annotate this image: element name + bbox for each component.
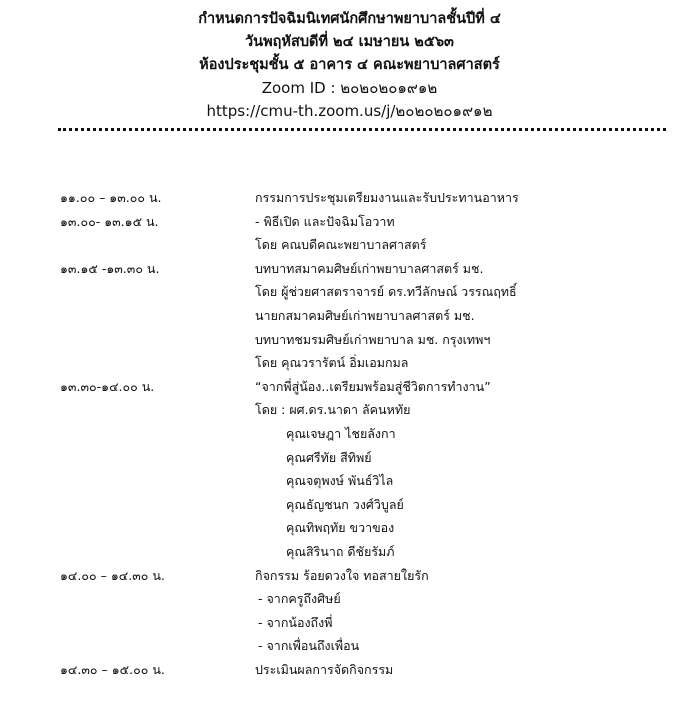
schedule-row [0, 587, 699, 611]
date: วันพฤหัสบดีที่ ๒๔ เมษายน ๒๕๖๓ [245, 34, 454, 50]
schedule-text: - พิธีเปิด และปัจฉิมโอวาท [255, 213, 395, 229]
zoom-id: Zoom ID : ๒๐๒๐๒๐๑๙๑๒ [261, 79, 438, 97]
schedule-row [0, 233, 699, 257]
schedule-row [0, 564, 699, 588]
title: กำหนดการปัจฉิมนิเทศนักศึกษาพยาบาลชั้นปีที่ ๔ [198, 11, 501, 27]
schedule-text: คุณธัญชนก วงศ์วิบูลย์ [286, 496, 404, 512]
schedule-time: ๑๓.๑๕ -๑๓.๓๐ น. [60, 260, 160, 276]
schedule-time: ๑๓.๓๐-๑๔.๐๐ น. [60, 378, 155, 394]
schedule-time: ๑๔.๓๐ – ๑๕.๐๐ น. [60, 661, 165, 677]
schedule-text: คุณจตุพงษ์ พันธ์วิไล [286, 473, 394, 489]
schedule-text: บทบาทสมาคมศิษย์เก่าพยาบาลศาสตร์ มช. [255, 260, 484, 276]
schedule-text: - จากเพื่อนถึงเพื่อน [258, 638, 360, 654]
schedule-text: คุณศรีทัย สีทิพย์ [286, 449, 372, 465]
schedule-row [0, 304, 699, 328]
schedule-text: - จากน้องถึงพี่ [258, 614, 333, 630]
schedule-row [0, 328, 699, 352]
schedule-row [0, 493, 699, 517]
schedule-time: ๑๓.๐๐- ๑๓.๑๕ น. [60, 213, 159, 229]
schedule-row [0, 398, 699, 422]
schedule-row [0, 634, 699, 658]
schedule-text: บทบาทชมรมศิษย์เก่าพยาบาล มช. กรุงเทพฯ [255, 331, 491, 347]
schedule-row [0, 186, 699, 210]
schedule-text: กิจกรรม ร้อยดวงใจ ทอสายใยรัก [255, 567, 429, 583]
schedule-text: คุณเจษฎา ไชยลังกา [286, 425, 396, 441]
schedule-row [0, 257, 699, 281]
schedule-row [0, 516, 699, 540]
schedule-text: ประเมินผลการจัดกิจกรรม [255, 661, 394, 677]
schedule-text: นายกสมาคมศิษย์เก่าพยาบาลศาสตร์ มช. [255, 307, 475, 323]
schedule-row [0, 469, 699, 493]
zoom-link[interactable]: https://cmu-th.zoom.us/j/๒๐๒๐๒๐๑๙๑๒ [206, 102, 493, 120]
schedule-row [0, 658, 699, 682]
schedule-time: ๑๔.๐๐ – ๑๔.๓๐ น. [60, 567, 165, 583]
schedule-row [0, 280, 699, 304]
schedule-row [0, 210, 699, 234]
venue: ห้องประชุมชั้น ๕ อาคาร ๔ คณะพยาบาลศาสตร์ [199, 57, 500, 73]
schedule-text: โดย : ผศ.ดร.นาดา ลัคนหทัย [255, 402, 411, 418]
schedule-text: กรรมการประชุมเตรียมงานและรับประทานอาหาร [255, 190, 519, 205]
schedule-row [0, 540, 699, 564]
schedule-list [0, 186, 699, 681]
schedule-text: โดย คณบดีคณะพยาบาลศาสตร์ [255, 237, 427, 253]
schedule-row [0, 351, 699, 375]
schedule-text: โดย คุณวรารัตน์ อิ่มเอมกมล [255, 355, 409, 371]
schedule-text: “จากพี่สู่น้อง..เตรียมพร้อมสู่ชีวิตการทำงาน” [255, 378, 491, 394]
schedule-text: - จากครูถึงศิษย์ [258, 591, 341, 607]
schedule-text: คุณทิพฤทัย ขวาของ [286, 520, 395, 536]
schedule-row [0, 422, 699, 446]
schedule-row [0, 375, 699, 399]
schedule-row [0, 611, 699, 635]
schedule-time: ๑๑.๐๐ – ๑๓.๐๐ น. [60, 190, 162, 205]
schedule-row [0, 446, 699, 470]
dotted-divider [58, 128, 666, 131]
document-header [0, 8, 699, 123]
schedule-text: โดย ผู้ช่วยศาสตราจารย์ ดร.ทวีลักษณ์ วรรณฤทธิ์ [255, 284, 517, 300]
schedule-text: คุณสิรินาถ ดีชัยรัมภ์ [286, 543, 395, 559]
